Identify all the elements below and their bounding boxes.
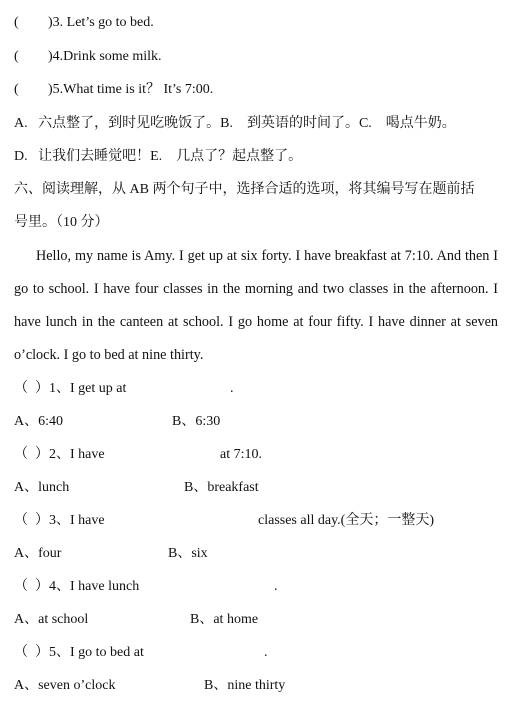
- question-3-stem: （ ）3、I have: [14, 513, 105, 528]
- question-2-option-a: A、lunch: [14, 480, 70, 495]
- question-5: ( )5.What time is it？ It’s 7:00.: [14, 82, 214, 97]
- question-3-tail: classes all day.(全天；一整天): [258, 513, 434, 528]
- options-line-1: A. 六点整了，到时见吃晚饭了。B. 到英语的时间了。C. 喝点牛奶。: [14, 116, 456, 131]
- question-4-tail: .: [274, 579, 278, 594]
- question-4-option-b: B、at home: [190, 612, 259, 627]
- question-3-option-a: A、four: [14, 546, 62, 561]
- question-4-stem: （ ）4、I have lunch: [14, 579, 140, 594]
- reading-passage: Hello, my name is Amy. I get up at six forty. I have breakfast at 7:10. And then I go to school. I have four classes in the morning and two classes in the afternoon. I have lunch in the canteen at school. I go home at four fifty. I have dinner at seven o’clock. I go to bed at nine thirty.: [14, 248, 498, 363]
- question-1-stem: （ ）1、I get up at: [14, 381, 127, 396]
- question-4: ( )4.Drink some milk.: [14, 49, 162, 64]
- question-5-tail: .: [264, 645, 268, 660]
- question-2-stem: （ ）2、I have: [14, 447, 105, 462]
- question-1-tail: .: [230, 381, 234, 396]
- question-1-option-b: B、6:30: [172, 414, 221, 429]
- question-5-stem: （ ）5、I go to bed at: [14, 645, 144, 660]
- question-5-option-a: A、seven o’clock: [14, 678, 116, 693]
- question-3: ( )3. Let’s go to bed.: [14, 15, 154, 30]
- question-2-option-b: B、breakfast: [184, 480, 259, 495]
- question-1-option-a: A、6:40: [14, 414, 63, 429]
- options-line-2: D. 让我们去睡觉吧！E. 几点了？起点整了。: [14, 149, 303, 164]
- question-3-option-b: B、six: [168, 546, 208, 561]
- section-6-heading-line-1: 六、阅读理解，从 AB 两个句子中，选择合适的选项，将其编号写在题前括: [14, 182, 475, 197]
- question-4-option-a: A、at school: [14, 612, 89, 627]
- section-6-heading-line-2: 号里。（10 分）: [14, 215, 109, 230]
- question-2-tail: at 7:10.: [220, 447, 262, 462]
- question-5-option-b: B、nine thirty: [204, 678, 286, 693]
